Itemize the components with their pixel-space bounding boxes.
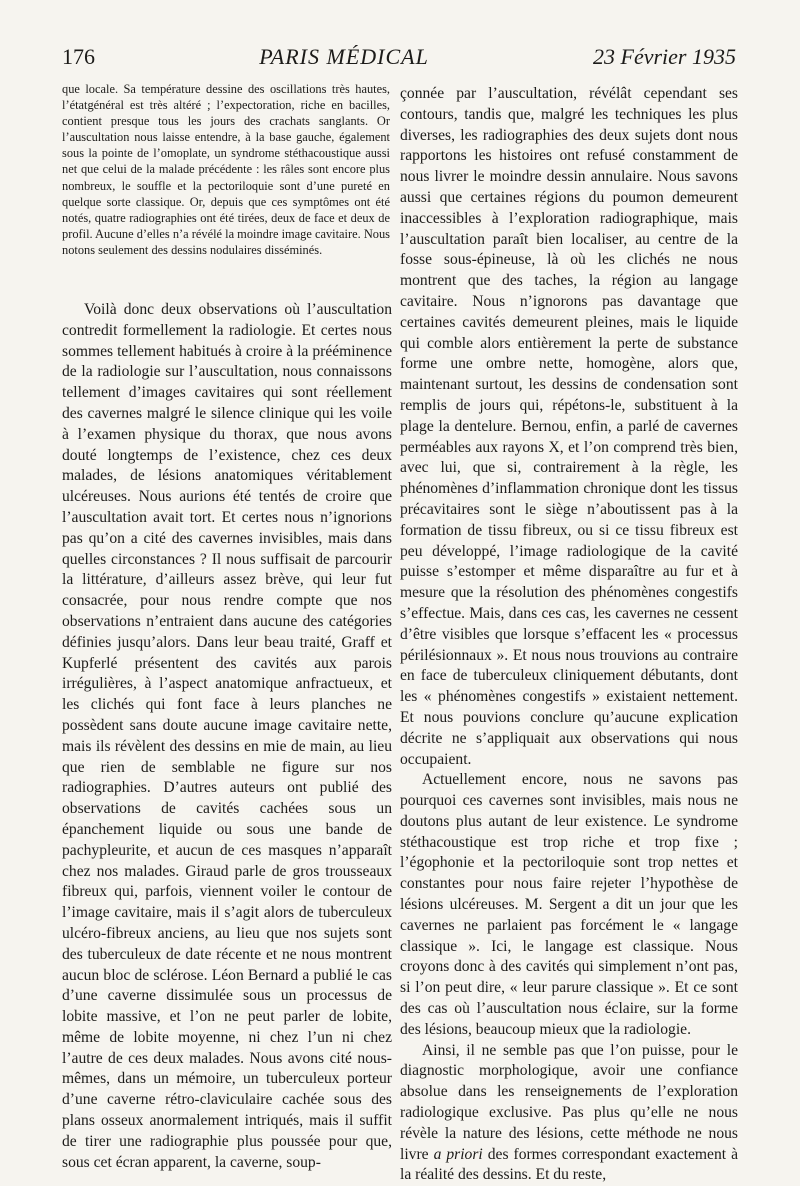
page-header	[62, 44, 736, 76]
continuation-paragraph: çonnée par l’auscultation, révélât cependant ses contours, tandis que, malgré les techniques les plus diverses, les radiographies des deux sujets dont nous rapportons les histoires ont refusé constamment de nous livrer le moindre dessin annulaire. Nous savons aussi que certaines régions du poumon demeurent inaccessibles à l’exploration radiographique, mais l’auscultation paraît bien localiser, au centre de la fosse sous-épineuse, là où les clichés ne nous montrent que des taches, la région au langage cavitaire. Nous n’ignorons pas davantage que certaines cavités demeurent pleines, mais le liquide qui comble alors entièrement la perte de substance forme une ombre nette, homogène, alors que, maintenant surtout, les dessins de condensation sont remplis de jours qui, répétons-le, substituent à la plage la dentelure. Bernou, enfin, a parlé de cavernes perméables aux rayons X, et l’on comprend très bien, avec lui, que si, contrairement à la règle, les phénomènes d’inflammation chronique dont les tissus précavitaires sont le siège n’aboutissent pas à la formation de tissu fibreux, ou si ce tissu fibreux est peu développé, l’image radiologique de la cavité puisse s’estomper et même disparaître au fur et à mesure que la résolution des phénomènes congestifs s’effectue. Mais, dans ces cas, les cavernes ne cessent d’être visibles que lorsque s’effacent les « processus périlésionnaux ». Et nous nous trouvions au contraire en face de tuberculeux cliniquement débutants, dont les « phénomènes congestifs » existaient nettement. Et nous pouvions conclure qu’aucune explication décrite ne s’appliquait aux observations qui nous occupaient.	[400, 85, 738, 768]
a-priori-italic: a priori	[433, 1145, 483, 1163]
case-paragraph: que locale. Sa température dessine des oscillations très hautes, l’étatgénéral est très altéré ; l’expectoration, riche en bacilles, contient presque tous les jours des crachats sanglants. Or l’auscultation nous laisse entendre, à la base gauche, également sous la pointe de l’omoplate, un syndrome stéthacoustique aussi net que celui de la malade précédente : les râles sont encore plus nombreux, le souffle et la pectoriloquie sont d’une pureté en quelque sorte classique. Or, depuis que ces symptômes ont été notés, quatre radiographies ont été tirées, deux de face et deux de profil. Aucune d’elles n’a révélé la moindre image cavitaire. Nous notons seulement des dessins nodulaires disséminés.	[62, 82, 390, 257]
right-column	[400, 84, 738, 1186]
page-number: 176	[62, 44, 95, 69]
case-observation-text	[62, 81, 390, 258]
issue-date: 23 Février 1935	[593, 44, 736, 69]
body-paragraph-1: Voilà donc deux observations où l’auscultation contredit formellement la radiologie. Et certes nous sommes tellement habitués à croire à la prééminence de la radiologie sur l’auscultation, nous connaissons tellement d’images cavitaires qui sont réellement des cavernes malgré le silence clinique qui les voile à l’examen physique du thorax, que nous avons douté longtemps de l’existence, chez ces deux malades, de lésions anatomiques véritablement ulcéreuses. Nous aurions été tentés de croire que l’auscultation avait tort. Et certes nous n’ignorions pas qu’on a cité des cavernes invisibles, mais dans quelles circonstances ? Il nous suffisait de parcourir la littérature, d’ailleurs assez brève, qui leur fut consacrée, pour nous rendre compte que nos observations n’entraient dans aucune des catégories définies jusqu’alors. Dans leur beau traité, Graff et Kupferlé présentent des cavités aux parois irrégulières, à l’aspect anatomique anfractueux, et les clichés qui font face à leurs planches ne possèdent sans doute aucune image cavitaire nette, mais ils révèlent des dessins en mie de main, au lieu que rien de semblable ne figure sur nos radiographies. D’autres auteurs ont publié des observations de cavités cachées sous un épanchement liquide ou sous une bande de pachypleurite, et aucun de ces masques n’apparaît chez nos malades. Giraud parle de gros trousseaux fibreux qui, parfois, viennent voiler le contour de l’image cavitaire, mais il s’agit alors de tuberculeux ulcéro-fibreux anciens, au lieu que nos sujets sont des tuberculeux de date récente et ne nous montrent aucun bloc de sclérose. Léon Bernard a publié le cas d’une caverne dissimulée sous un processus de lobite massive, et l’on ne peut parler de lobite, même de lobite moyenne, ni chez l’un ni chez l’autre de ces deux malades. Nous avons cité nous-mêmes, dans un mémoire, un tuberculeux porteur d’une caverne rétro-claviculaire cachée sous des plans osseux anormalement intriqués, mais il suffit de tirer une radiographie plus poussée pour que, sous cet écran apparent, la caverne, soup-	[62, 301, 392, 1171]
journal-title: PARIS MÉDICAL	[259, 44, 429, 69]
paragraph-3-text-a: Ainsi, il ne semble pas que l’on puisse, pour le diagnostic morphologique, avoir une confiance absolue dans les renseignements de l’exploration radiologique exclusive. Pas plus qu’elle ne nous révèle la nature des lésions, cette méthode ne nous livre	[400, 1041, 738, 1163]
body-paragraph-2: Actuellement encore, nous ne savons pas pourquoi ces cavernes sont invisibles, mais nous ne doutons plus autant de leur existence. Le syndrome stéthacoustique est trop riche et trop fixe ; l’égophonie et la pectoriloquie sont trop nettes et constantes pour nous faire rejeter l’hypothèse de lésions ulcéreuses. M. Sergent a dit un jour que les cavernes ne parlaient pas forcément le « langage classique ». Ici, le langage est classique. Nous croyons donc à des cavités qui simplement n’ont pas, si l’on peut dire, « leur parure classique ». Et ce sont des cas où l’auscultation nous éclaire, sur la forme des lésions, beaucoup mieux que la radiologie.	[400, 771, 738, 1038]
left-column	[62, 300, 392, 1173]
body-paragraph-3	[400, 1041, 738, 1186]
paragraph-3-text-b: des formes correspondant exactement à la réalité des dessins. Et du reste,	[400, 1145, 739, 1184]
